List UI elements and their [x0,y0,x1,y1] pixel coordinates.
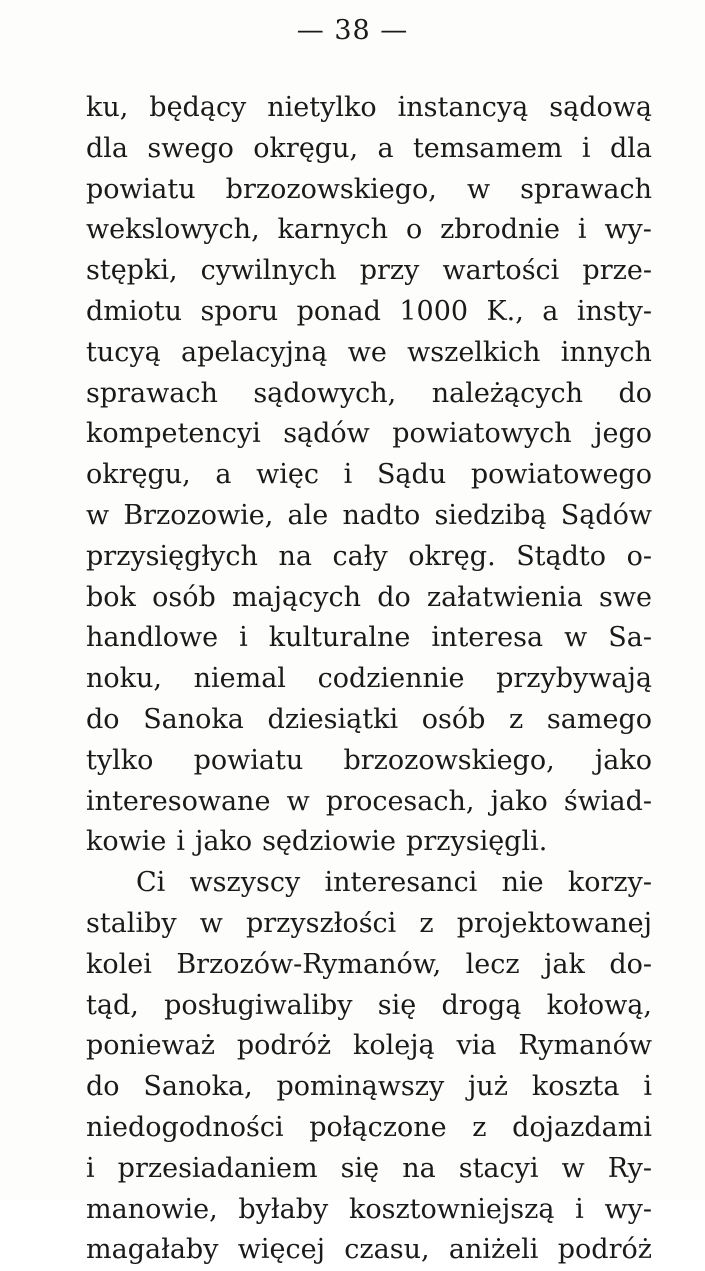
word: posługiwaliby [164,989,353,1021]
word: Sądu [376,459,447,491]
word: swe [598,581,652,613]
word: do- [609,948,652,980]
word: manowie, [86,1193,218,1225]
word: okręg. [408,540,496,572]
text-line [86,1190,652,1231]
word: brzozowskiego, [225,173,437,205]
text-line [86,1149,652,1190]
word: okręgu, [253,132,359,164]
word: dla [86,132,129,164]
text-line [86,496,652,537]
word: nadto [342,499,421,531]
word: Brzozowie, [123,499,274,531]
word: osób [421,703,486,735]
word: a [215,459,232,491]
word: siedzibą [434,499,547,531]
word: przysięgli. [406,826,548,858]
word: dojazdami [512,1111,652,1143]
word: z [472,1111,487,1143]
text-line [86,414,652,455]
word: do [618,377,652,409]
word: samego [546,703,652,735]
word: więc [256,459,320,491]
word: aniżeli [448,1234,539,1266]
text-line [86,659,652,700]
word: i [577,214,587,246]
word: Sanoka, [143,1071,253,1103]
text-line [86,904,652,945]
word: Rymanów [518,1030,652,1062]
word: swego [147,132,234,164]
word: nietylko [267,92,377,123]
word: jako [490,785,548,817]
word: sędziowie [262,826,397,858]
word: apelacyjną [181,336,328,368]
word: drogą [441,989,522,1021]
word: ku, [86,92,129,123]
word: wy- [604,1193,652,1225]
text-line [86,374,652,415]
word: kulturalne [268,622,411,654]
word: należących [431,377,584,409]
text-line [86,822,652,863]
word: interesowane [86,785,271,817]
word: jako [194,826,253,858]
word: w [286,785,310,817]
word: powiatu [193,744,304,776]
word: o- [626,540,652,572]
word: załatwienia [426,581,583,613]
word: podróż [557,1234,652,1266]
word: niedogodności [86,1111,284,1143]
word: na [402,1152,436,1184]
word: w [466,173,491,205]
word: jego [594,418,652,450]
word: handlowe [86,622,219,654]
word: karnych [277,214,389,246]
word: się [377,989,417,1021]
word: interesanci [324,867,478,899]
word: wszyscy [189,867,301,899]
word: korzy- [567,867,652,899]
word: kosztowniejszą [348,1193,555,1225]
word: jako [594,744,652,776]
word: przybywają [496,663,652,695]
word: ale [287,499,329,531]
word: wy- [604,214,652,246]
word: z [509,703,524,735]
word: byłaby [238,1193,329,1225]
word: osób [152,581,216,613]
word: i [575,1193,584,1225]
word: Sądów [560,499,652,531]
word: temsamem [412,132,563,164]
text-line [86,170,652,211]
word: będący [149,92,247,123]
word: Sa- [608,622,652,654]
word: dla [609,132,652,164]
word: kompetencyi [86,418,261,450]
word: mających [231,581,361,613]
word: połączone [309,1111,447,1143]
word: ponad [296,295,381,327]
word: wartości [442,255,560,287]
text-line [86,210,652,251]
word: i [343,459,353,491]
word: przyszłości [245,907,397,939]
word: się [340,1152,380,1184]
word: innych [560,336,652,368]
word: już [468,1071,509,1103]
text-line [86,986,652,1027]
word: insty- [576,295,652,327]
word: we [347,336,387,368]
word: noku, [86,663,162,695]
text-line [86,1026,652,1067]
word: powiatu [86,173,196,205]
word: sądowych, [253,377,397,409]
word: z [419,907,434,939]
word: przesiadaniem [117,1152,318,1184]
word: czasu, [344,1234,430,1266]
word: świad- [563,785,652,817]
text-line [86,1108,652,1149]
word: Sanoka [143,703,244,735]
word: w [199,907,223,939]
word: koszta [531,1071,620,1103]
word: do [377,581,411,613]
word: magałaby [86,1234,219,1266]
word: sprawach [86,377,218,409]
word: i [643,1071,652,1103]
text-line [86,333,652,374]
word: Ci [136,867,166,899]
word: zbrodnie [440,214,561,246]
word: cywilnych [200,255,337,287]
text-line [86,1067,652,1108]
word: procesach, [325,785,475,817]
text-line [86,1230,652,1271]
word: a [377,132,394,164]
paragraph [86,88,652,863]
word: kowie [86,826,167,858]
word: tylko [86,744,154,776]
word: niemal [193,663,286,695]
word: projektowanej [456,907,652,939]
word: i [581,132,591,164]
word: i [176,826,185,858]
text-line [86,537,652,578]
word: w [564,622,588,654]
text-line [86,129,652,170]
word: sprawach [520,173,652,205]
word: Stądto [516,540,607,572]
word: cały [332,540,388,572]
word: codziennie [317,663,465,695]
word: ponieważ [86,1030,215,1062]
text-line [86,292,652,333]
text-line [86,945,652,986]
text-line [86,782,652,823]
text-line [86,618,652,659]
word: stępki, [86,255,178,287]
word: na [278,540,312,572]
word: przy [359,255,420,287]
word: stacyi [458,1152,539,1184]
word: i [86,1152,95,1184]
word: kołową, [546,989,652,1021]
body-text [86,88,652,1271]
word: lecz [465,948,520,980]
text-line [86,88,652,129]
word: wszelkich [407,336,541,368]
text-line [86,863,652,904]
word: dziesiątki [267,703,399,735]
word: jak [544,948,585,980]
word: powiatowego [470,459,652,491]
word: przysięgłych [86,540,258,572]
word: interesa [431,622,544,654]
word: pominąwszy [276,1071,445,1103]
word: i [239,622,248,654]
word: Brzozów-Rymanów, [176,948,442,980]
word: sądów [283,418,370,450]
word: okręgu, [86,459,191,491]
word: bok [86,581,136,613]
text-line [86,741,652,782]
word: podróż [236,1030,332,1062]
word: prze- [582,255,652,287]
word: o [405,214,423,246]
word: do [86,703,120,735]
word: w [561,1152,585,1184]
text-line [86,251,652,292]
text-line [86,700,652,741]
paragraph [86,863,652,1271]
word: sądową [549,92,652,123]
word: Ry- [607,1152,652,1184]
word: wekslowych, [86,214,260,246]
word: brzozowskiego, [343,744,555,776]
page-number: — 38 — [296,15,409,46]
word: via [456,1030,497,1062]
text-line [86,455,652,496]
word: a [542,295,559,327]
word: instancyą [397,92,529,123]
word: koleją [352,1030,435,1062]
word: staliby [86,907,177,939]
word: kolei [86,948,152,980]
text-line [86,578,652,619]
word: do [86,1071,120,1103]
word: K., [486,295,524,327]
word: dmiotu [86,295,183,327]
word: w [86,499,110,531]
word: powiatowych [392,418,572,450]
word: więcej [237,1234,325,1266]
word: sporu [200,295,279,327]
word: tucyą [86,336,161,368]
word: 1000 [399,295,469,327]
word: tąd, [86,989,139,1021]
word: nie [501,867,544,899]
